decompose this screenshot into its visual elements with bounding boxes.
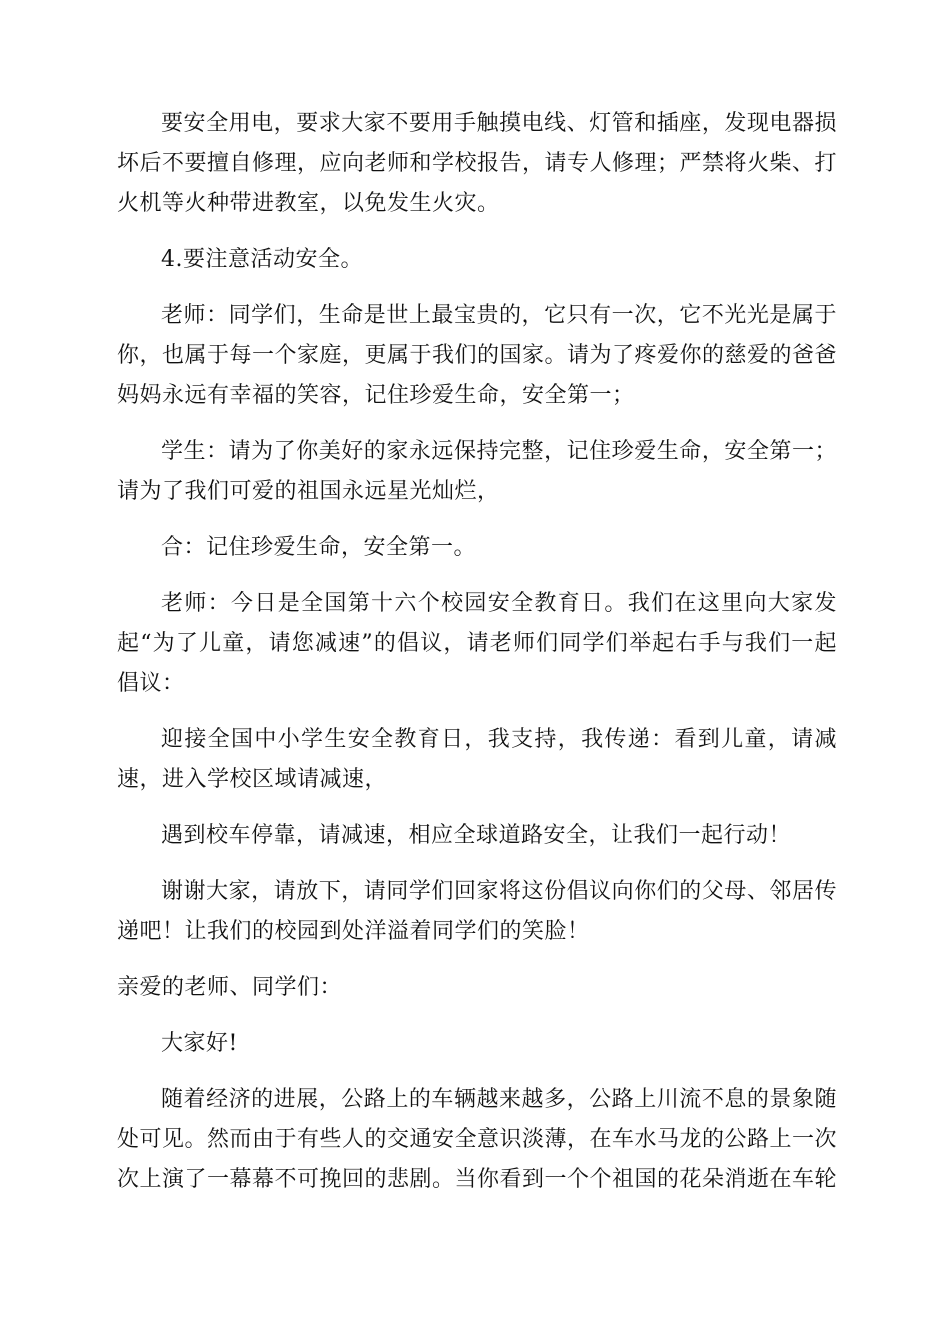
paragraph-pledge-part1: 迎接全国中小学生安全教育日，我支持，我传递：看到儿童，请减速，进入学校区域请减速， [117,727,837,792]
paragraph-teacher-life: 老师：同学们，生命是世上最宝贵的，它只有一次，它不光光是属于你，也属于每一个家庭，更属于我们的国家。请为了疼爱你的慈爱的爸爸妈妈永远有幸福的笑容，记住珍爱生命，安全第一； [117,303,838,408]
document-body [117,104,837,1216]
paragraph-activity-safety-heading: 4.要注意活动安全。 [161,247,363,272]
paragraph-greeting: 大家好! [161,1031,238,1056]
paragraph-teacher-proposal: 老师：今日是全国第十六个校园安全教育日。我们在这里向大家发起“为了儿童，请您减速”的倡议，请老师们同学们举起右手与我们一起倡议： [117,591,837,696]
paragraph-traffic-intro: 随着经济的进展，公路上的车辆越来越多，公路上川流不息的景象随处可见。然而由于有些人的交通安全意识淡薄，在车水马龙的公路上一次次上演了一幕幕不可挽回的悲剧。当你看到一个个祖国的花朵消逝在车轮 [117,1087,838,1192]
paragraph-student-response: 学生：请为了你美好的家永远保持完整，记住珍爱生命，安全第一；请为了我们可爱的祖国永远星光灿烂， [117,439,837,504]
paragraph-chorus: 合：记住珍爱生命，安全第一。 [161,535,477,560]
paragraph-electric-safety: 要安全用电，要求大家不要用手触摸电线、灯管和插座，发现电器损坏后不要擅自修理，应向老师和学校报告，请专人修理；严禁将火柴、打火机等火种带进教室，以免发生火灾。 [117,111,838,216]
paragraph-pledge-part2: 遇到校车停靠，请减速，相应全球道路安全，让我们一起行动！ [161,823,792,848]
paragraph-thanks: 谢谢大家，请放下，请同学们回家将这份倡议向你们的父母、邻居传递吧！让我们的校园到处洋溢着同学们的笑脸！ [117,879,837,944]
paragraph-salutation: 亲爱的老师、同学们： [117,975,343,1000]
